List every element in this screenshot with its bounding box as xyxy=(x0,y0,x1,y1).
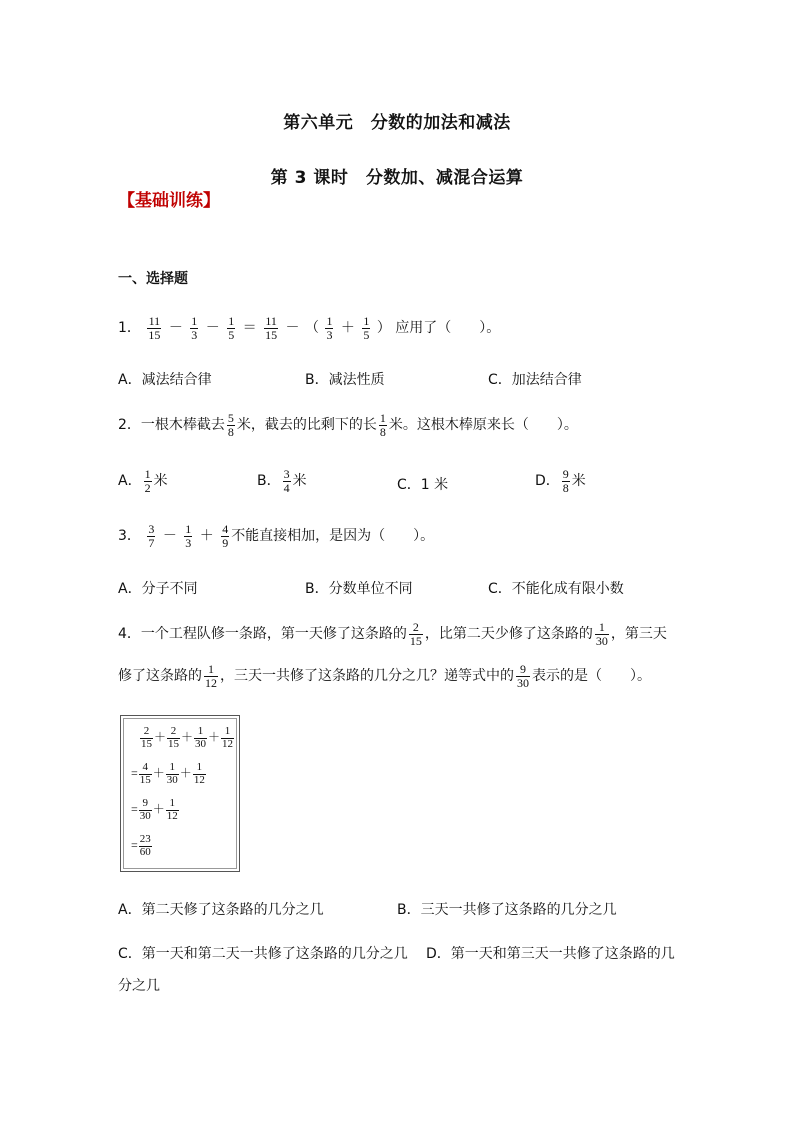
question-text: ，比第二天少修了这条路的 xyxy=(424,626,593,643)
question-number: 4． xyxy=(118,626,141,643)
calc-row-2: = $\frac{4}{15}$ ＋ $\frac{1}{30}$ ＋ $\frac{1}{12}$ xyxy=(131,761,205,786)
plus-sign: ＋ xyxy=(199,529,214,545)
minus-sign: － xyxy=(285,321,300,337)
question-number: 3． xyxy=(118,528,141,545)
fraction: $\frac{2}{15}$ xyxy=(409,620,422,648)
fraction: $\frac{11}{15}$ xyxy=(148,314,161,342)
fraction: $\frac{1}{12}$ xyxy=(222,725,234,750)
fraction: $\frac{3}{7}$ xyxy=(148,522,155,550)
option-c[interactable]: C．第一天和第二天一共修了这条路的几分之几 xyxy=(118,946,408,962)
question-1 xyxy=(118,315,500,341)
fraction: $\frac{4}{15}$ xyxy=(139,761,151,786)
option-d-wrap: 分之几 xyxy=(118,978,160,994)
option-b[interactable]: B．三天一共修了这条路的几分之几 xyxy=(397,902,617,918)
fraction: $\frac{2}{15}$ xyxy=(168,725,180,750)
page-title: 第六单元 分数的加法和减法 xyxy=(283,113,511,133)
fraction: $\frac{1}{3}$ xyxy=(185,522,192,550)
fraction: $\frac{9}{30}$ xyxy=(517,662,529,690)
fraction: $\frac{1}{12}$ xyxy=(193,761,205,786)
option-d[interactable]: D．第一天和第三天一共修了这条路的几 xyxy=(426,946,675,962)
fraction: $\frac{1}{3}$ xyxy=(326,314,333,342)
option-a[interactable]: A．第二天修了这条路的几分之几 xyxy=(118,902,324,918)
question-text: 米。这根木棒原来长（ ）。 xyxy=(388,417,578,434)
option-b[interactable]: B． $\frac{3}{4}$ 米 xyxy=(257,467,307,495)
part-title: 一、选择题 xyxy=(118,271,188,287)
fraction: $\frac{1}{2}$ xyxy=(144,467,151,495)
question-number: 2． xyxy=(118,417,141,434)
option-c[interactable]: C．不能化成有限小数 xyxy=(488,581,624,597)
calc-row-4: = $\frac{23}{60}$ xyxy=(131,833,151,858)
minus-sign: － xyxy=(162,529,177,545)
section-label: 【基础训练】 xyxy=(118,191,220,211)
right-paren: ） xyxy=(376,320,391,337)
option-b[interactable]: B．减法性质 xyxy=(305,372,385,388)
question-2 xyxy=(118,412,578,438)
fraction: $\frac{1}{5}$ xyxy=(363,314,370,342)
fraction: $\frac{1}{12}$ xyxy=(205,662,217,690)
question-text: 一根木棒截去 xyxy=(140,417,225,434)
fraction: $\frac{3}{4}$ xyxy=(283,467,290,495)
question-4-line-1 xyxy=(118,621,667,647)
equals-sign: ＝ xyxy=(242,321,257,337)
minus-sign: － xyxy=(168,321,183,337)
fraction: $\frac{1}{8}$ xyxy=(379,411,386,439)
question-number: 1． xyxy=(118,320,141,337)
minus-sign: － xyxy=(205,321,220,337)
option-d[interactable]: D． $\frac{9}{8}$ 米 xyxy=(535,467,586,495)
calc-row-3: = $\frac{9}{30}$ ＋ $\frac{1}{12}$ xyxy=(131,797,178,822)
option-a[interactable]: A．分子不同 xyxy=(118,581,198,597)
question-text: 表示的是（ ）。 xyxy=(532,668,651,685)
fraction: $\frac{1}{3}$ xyxy=(191,314,198,342)
fraction: $\frac{9}{8}$ xyxy=(562,467,569,495)
question-text: 不能直接相加，是因为（ ）。 xyxy=(231,528,435,545)
question-text: ，第三天 xyxy=(610,626,667,643)
question-text: 一个工程队修一条路，第一天修了这条路的 xyxy=(140,626,407,643)
option-a[interactable]: A． $\frac{1}{2}$ 米 xyxy=(118,467,168,495)
fraction: $\frac{2}{15}$ xyxy=(141,725,152,750)
calculation-box xyxy=(120,715,240,872)
page-subtitle: 第 3 课时 分数加、减混合运算 xyxy=(270,168,524,188)
question-4-line-2 xyxy=(118,663,651,689)
fraction: $\frac{1}{12}$ xyxy=(166,797,178,822)
fraction: $\frac{4}{9}$ xyxy=(222,522,229,550)
fraction: $\frac{1}{30}$ xyxy=(595,620,608,648)
calc-row-1: $\frac{2}{15}$ ＋ $\frac{2}{15}$ ＋ $\frac{1}{30}$ ＋ $\frac{1}{12}$ xyxy=(141,725,234,750)
fraction: $\frac{23}{60}$ xyxy=(139,833,151,858)
fraction: $\frac{1}{5}$ xyxy=(228,314,235,342)
plus-sign: ＋ xyxy=(340,321,355,337)
question-text: ，三天一共修了这条路的几分之几？递等式中的 xyxy=(220,668,514,685)
question-text: 修了这条路的 xyxy=(118,668,202,685)
fraction: $\frac{11}{15}$ xyxy=(265,314,278,342)
option-c[interactable]: C．1 米 xyxy=(397,477,449,493)
fraction: $\frac{1}{30}$ xyxy=(195,725,207,750)
fraction: $\frac{1}{30}$ xyxy=(166,761,178,786)
fraction: $\frac{9}{30}$ xyxy=(139,797,151,822)
fraction: $\frac{5}{8}$ xyxy=(227,411,234,439)
question-text: 米，截去的比剩下的长 xyxy=(236,417,377,434)
question-3 xyxy=(118,523,434,549)
option-a[interactable]: A．减法结合律 xyxy=(118,372,212,388)
option-b[interactable]: B．分数单位不同 xyxy=(305,581,413,597)
question-text: 应用了（ ）。 xyxy=(395,320,501,337)
option-c[interactable]: C．加法结合律 xyxy=(488,372,582,388)
left-paren: （ xyxy=(305,320,319,337)
